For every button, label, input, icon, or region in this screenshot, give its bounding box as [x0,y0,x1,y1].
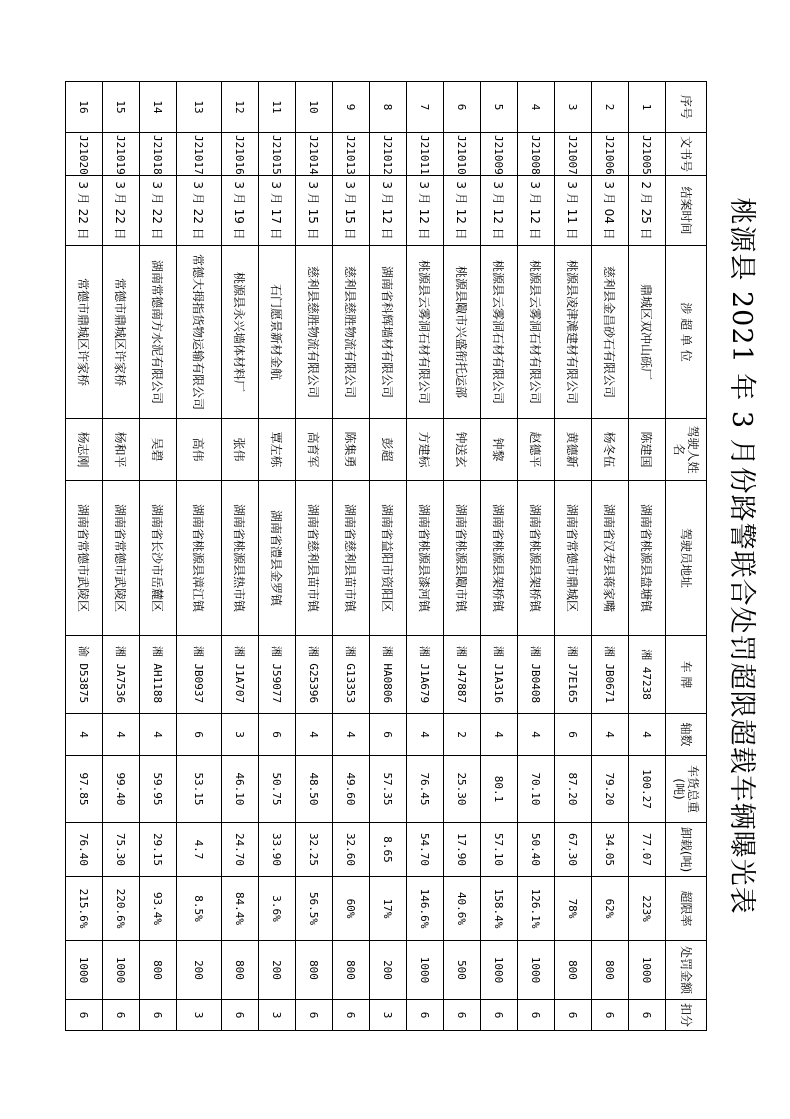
cell-no: 16 [66,82,103,133]
cell-axles: 6 [370,714,407,756]
table-row [140,82,177,1031]
cell-overload-rate: 62% [592,877,629,941]
cell-points: 6 [555,1000,592,1031]
cell-doc-no: J21005 [629,133,666,176]
table-row [177,82,222,1031]
cell-driver: 吴碧 [140,419,177,481]
table-row [296,82,333,1031]
cell-unloaded: 75.30 [103,823,140,877]
table-row [555,82,592,1031]
cell-fine: 1000 [518,941,555,1000]
cell-gross-weight: 70.10 [518,756,555,823]
cell-gross-weight: 100.27 [629,756,666,823]
cell-address: 湖南省桃源县热市镇 [222,481,259,636]
cell-company: 桃源县凌津滩建材有限公司 [555,246,592,419]
cell-doc-no: J21020 [66,133,103,176]
cell-overload-rate: 158.4% [481,877,518,941]
cell-gross-weight: 59.95 [140,756,177,823]
cell-address: 湖南省汉寿县蒋家嘴 [592,481,629,636]
cell-fine: 200 [259,941,296,1000]
cell-company: 桃源县云雾洞石材有限公司 [481,246,518,419]
header-driver: 驾驶人姓名 [666,419,707,481]
cell-doc-no: J21016 [222,133,259,176]
cell-driver: 杨和平 [103,419,140,481]
cell-company: 湖南省科辉墙材有限公司 [370,246,407,419]
cell-fine: 200 [370,941,407,1000]
cell-overload-rate: 126.1% [518,877,555,941]
cell-axles: 4 [481,714,518,756]
cell-unloaded: 54.70 [407,823,444,877]
cell-points: 6 [140,1000,177,1031]
cell-no: 8 [370,82,407,133]
cell-company: 慈利县慈胜物流有限公司 [333,246,370,419]
cell-gross-weight: 57.35 [370,756,407,823]
header-axles: 轴数 [666,714,707,756]
cell-plate: 湘 JA7536 [103,636,140,714]
cell-closed-date: 3 月 11 日 [555,176,592,246]
cell-points: 6 [222,1000,259,1031]
cell-company: 桃源县云雾洞石材有限公司 [518,246,555,419]
table-header-row [666,82,707,1031]
cell-overload-rate: 60% [333,877,370,941]
header-no: 序号 [666,82,707,133]
cell-gross-weight: 87.20 [555,756,592,823]
cell-overload-rate: 84.4% [222,877,259,941]
cell-gross-weight: 25.30 [444,756,481,823]
cell-plate: 湘 AH1188 [140,636,177,714]
cell-closed-date: 3 月 12 日 [370,176,407,246]
cell-unloaded: 33.90 [259,823,296,877]
cell-address: 湖南省桃源县漆河镇 [407,481,444,636]
cell-address: 湖南省慈利县苗市镇 [333,481,370,636]
cell-points: 6 [66,1000,103,1031]
document-page [76,81,770,1031]
cell-no: 13 [177,82,222,133]
cell-overload-rate: 8.5% [177,877,222,941]
cell-axles: 4 [296,714,333,756]
cell-driver: 高育军 [296,419,333,481]
cell-fine: 500 [444,941,481,1000]
cell-plate: 湘 JB0937 [177,636,222,714]
cell-plate: 湘 J1A316 [481,636,518,714]
cell-axles: 4 [592,714,629,756]
cell-overload-rate: 215.6% [66,877,103,941]
cell-fine: 800 [333,941,370,1000]
cell-address: 湖南省桃源县盘塘镇 [629,481,666,636]
cell-no: 12 [222,82,259,133]
cell-gross-weight: 46.10 [222,756,259,823]
cell-no: 11 [259,82,296,133]
cell-fine: 1000 [481,941,518,1000]
cell-company: 常德市鼎城区许家桥 [66,246,103,419]
cell-doc-no: J21008 [518,133,555,176]
cell-doc-no: J21006 [592,133,629,176]
cell-axles: 4 [66,714,103,756]
cell-overload-rate: 78% [555,877,592,941]
cell-no: 2 [592,82,629,133]
cell-gross-weight: 79.20 [592,756,629,823]
cell-plate: 湘 J7E165 [555,636,592,714]
cell-axles: 6 [177,714,222,756]
table-row [481,82,518,1031]
cell-doc-no: J21007 [555,133,592,176]
cell-closed-date: 3 月 15 日 [296,176,333,246]
cell-driver: 张伟 [222,419,259,481]
cell-driver: 赵德平 [518,419,555,481]
cell-company: 慈利县慈胜物流有限公司 [296,246,333,419]
cell-driver: 陈集勇 [333,419,370,481]
cell-address: 湖南省常德市武陵区 [103,481,140,636]
cell-axles: 4 [333,714,370,756]
cell-plate: 湘 J1A707 [222,636,259,714]
cell-address: 湖南省澧县金罗镇 [259,481,296,636]
cell-plate: 渝 D53875 [66,636,103,714]
cell-unloaded: 29.15 [140,823,177,877]
table-row [333,82,370,1031]
cell-plate: 湘 G25396 [296,636,333,714]
cell-no: 1 [629,82,666,133]
cell-unloaded: 76.40 [66,823,103,877]
cell-company: 常德大拇指货物运输有限公司 [177,246,222,419]
cell-unloaded: 8.65 [370,823,407,877]
cell-closed-date: 3 月 15 日 [333,176,370,246]
cell-no: 5 [481,82,518,133]
cell-doc-no: J21017 [177,133,222,176]
cell-address: 湖南省桃源县漳江镇 [177,481,222,636]
cell-no: 6 [444,82,481,133]
cell-company: 鼎城区双冲山砾厂 [629,246,666,419]
cell-driver: 钟黎 [481,419,518,481]
cell-doc-no: J21010 [444,133,481,176]
table-row [444,82,481,1031]
cell-fine: 1000 [407,941,444,1000]
cell-closed-date: 3 月 17 日 [259,176,296,246]
cell-closed-date: 3 月 12 日 [481,176,518,246]
cell-doc-no: J21018 [140,133,177,176]
cell-address: 湖南省桃源县陬市镇 [444,481,481,636]
cell-axles: 4 [103,714,140,756]
cell-fine: 800 [296,941,333,1000]
cell-fine: 1000 [103,941,140,1000]
cell-closed-date: 3 月 12 日 [407,176,444,246]
cell-closed-date: 3 月 04 日 [592,176,629,246]
cell-unloaded: 67.30 [555,823,592,877]
cell-unloaded: 24.70 [222,823,259,877]
cell-gross-weight: 99.40 [103,756,140,823]
cell-axles: 4 [629,714,666,756]
cell-plate: 湘 JB0671 [592,636,629,714]
cell-fine: 1000 [66,941,103,1000]
table-row [518,82,555,1031]
cell-gross-weight: 48.50 [296,756,333,823]
header-plate: 车 牌 [666,636,707,714]
header-unloaded: 卸载(吨) [666,823,707,877]
cell-driver: 彭超 [370,419,407,481]
cell-no: 15 [103,82,140,133]
cell-address: 湖南省慈利县苗市镇 [296,481,333,636]
cell-closed-date: 3 月 12 日 [444,176,481,246]
cell-driver: 杨冬伍 [592,419,629,481]
cell-plate: 湘 J59077 [259,636,296,714]
table-row [407,82,444,1031]
cell-driver: 黄德新 [555,419,592,481]
cell-plate: 湘 JB0408 [518,636,555,714]
cell-plate: 湘 HA0806 [370,636,407,714]
cell-closed-date: 3 月 22 日 [177,176,222,246]
cell-points: 6 [407,1000,444,1031]
cell-points: 3 [259,1000,296,1031]
cell-company: 湖南常德南方水泥有限公司 [140,246,177,419]
cell-axles: 2 [444,714,481,756]
table-row [259,82,296,1031]
cell-no: 3 [555,82,592,133]
cell-doc-no: J21015 [259,133,296,176]
cell-closed-date: 3 月 22 日 [140,176,177,246]
cell-plate: 湘 J47887 [444,636,481,714]
cell-closed-date: 3 月 12 日 [518,176,555,246]
table-row [222,82,259,1031]
cell-doc-no: J21019 [103,133,140,176]
cell-no: 10 [296,82,333,133]
cell-unloaded: 32.25 [296,823,333,877]
cell-company: 常德市鼎城区许家桥 [103,246,140,419]
cell-unloaded: 32.60 [333,823,370,877]
cell-gross-weight: 53.15 [177,756,222,823]
cell-fine: 1000 [629,941,666,1000]
cell-axles: 6 [555,714,592,756]
cell-closed-date: 3 月 22 日 [103,176,140,246]
cell-doc-no: J21009 [481,133,518,176]
cell-company: 桃源县陬市兴盛衔托运部 [444,246,481,419]
cell-points: 3 [370,1000,407,1031]
cell-address: 湖南省桃源县架桥镇 [518,481,555,636]
cell-points: 6 [592,1000,629,1031]
header-company: 涉 超 单 位 [666,246,707,419]
header-gross-weight: 车货总重(吨) [666,756,707,823]
table-row [629,82,666,1031]
header-doc-no: 文书号 [666,133,707,176]
cell-gross-weight: 49.60 [333,756,370,823]
cell-driver: 陈建国 [629,419,666,481]
cell-overload-rate: 40.6% [444,877,481,941]
cell-fine: 800 [555,941,592,1000]
table-row [370,82,407,1031]
cell-plate: 湘 J1A679 [407,636,444,714]
cell-points: 6 [629,1000,666,1031]
cell-overload-rate: 223% [629,877,666,941]
cell-unloaded: 4.7 [177,823,222,877]
cell-points: 6 [444,1000,481,1031]
cell-points: 3 [177,1000,222,1031]
cell-driver: 高伟 [177,419,222,481]
cell-points: 6 [333,1000,370,1031]
cell-company: 石门愿景新材金航 [259,246,296,419]
header-address: 驾驶员地址 [666,481,707,636]
cell-company: 慈利县金昌砂石有限公司 [592,246,629,419]
table-row [592,82,629,1031]
cell-unloaded: 50.40 [518,823,555,877]
cell-axles: 3 [222,714,259,756]
cell-fine: 800 [222,941,259,1000]
cell-unloaded: 34.05 [592,823,629,877]
cell-overload-rate: 3.6% [259,877,296,941]
cell-closed-date: 2 月 25 日 [629,176,666,246]
cell-overload-rate: 17% [370,877,407,941]
cell-unloaded: 77.07 [629,823,666,877]
cell-no: 4 [518,82,555,133]
table-row [66,82,103,1031]
cell-company: 桃源县永兴墙体材料厂 [222,246,259,419]
cell-axles: 4 [407,714,444,756]
cell-gross-weight: 80.1 [481,756,518,823]
cell-fine: 200 [177,941,222,1000]
cell-driver: 覃左栋 [259,419,296,481]
cell-closed-date: 3 月 22 日 [66,176,103,246]
cell-address: 湖南省桃源县架桥镇 [481,481,518,636]
cell-axles: 6 [259,714,296,756]
table-row [103,82,140,1031]
cell-points: 6 [296,1000,333,1031]
cell-driver: 钟送玄 [444,419,481,481]
cell-no: 14 [140,82,177,133]
cell-fine: 800 [140,941,177,1000]
header-closed-date: 结案时间 [666,176,707,246]
cell-unloaded: 57.10 [481,823,518,877]
cell-gross-weight: 97.85 [66,756,103,823]
cell-doc-no: J21014 [296,133,333,176]
cell-doc-no: J21012 [370,133,407,176]
cell-points: 6 [103,1000,140,1031]
cell-company: 桃源县云雾洞石材有限公司 [407,246,444,419]
cell-driver: 方建标 [407,419,444,481]
cell-plate: 湘 47238 [629,636,666,714]
cell-doc-no: J21011 [407,133,444,176]
cell-gross-weight: 76.45 [407,756,444,823]
cell-address: 湖南省长沙市岳麓区 [140,481,177,636]
header-overload-rate: 超限率 [666,877,707,941]
cell-axles: 4 [140,714,177,756]
cell-unloaded: 17.90 [444,823,481,877]
cell-overload-rate: 93.4% [140,877,177,941]
cell-doc-no: J21013 [333,133,370,176]
cell-gross-weight: 50.75 [259,756,296,823]
cell-address: 湖南省益阳市资阳区 [370,481,407,636]
cell-overload-rate: 220.6% [103,877,140,941]
cell-fine: 800 [592,941,629,1000]
cell-address: 湖南省常德市鼎城区 [555,481,592,636]
cell-no: 9 [333,82,370,133]
cell-plate: 湘 G13353 [333,636,370,714]
cell-points: 6 [518,1000,555,1031]
cell-points: 6 [481,1000,518,1031]
header-points: 扣分 [666,1000,707,1031]
cell-no: 7 [407,82,444,133]
cell-axles: 4 [518,714,555,756]
cell-overload-rate: 146.6% [407,877,444,941]
cell-overload-rate: 56.5% [296,877,333,941]
cell-driver: 杨志刚 [66,419,103,481]
overload-vehicle-table [65,81,707,1031]
cell-closed-date: 3 月 19 日 [222,176,259,246]
header-fine: 处罚金额 [666,941,707,1000]
cell-address: 湖南省常德市武陵区 [66,481,103,636]
document-title: 桃源县 2021 年 3 月份路警联合处罚超限超载车辆曝光表 [726,197,757,915]
